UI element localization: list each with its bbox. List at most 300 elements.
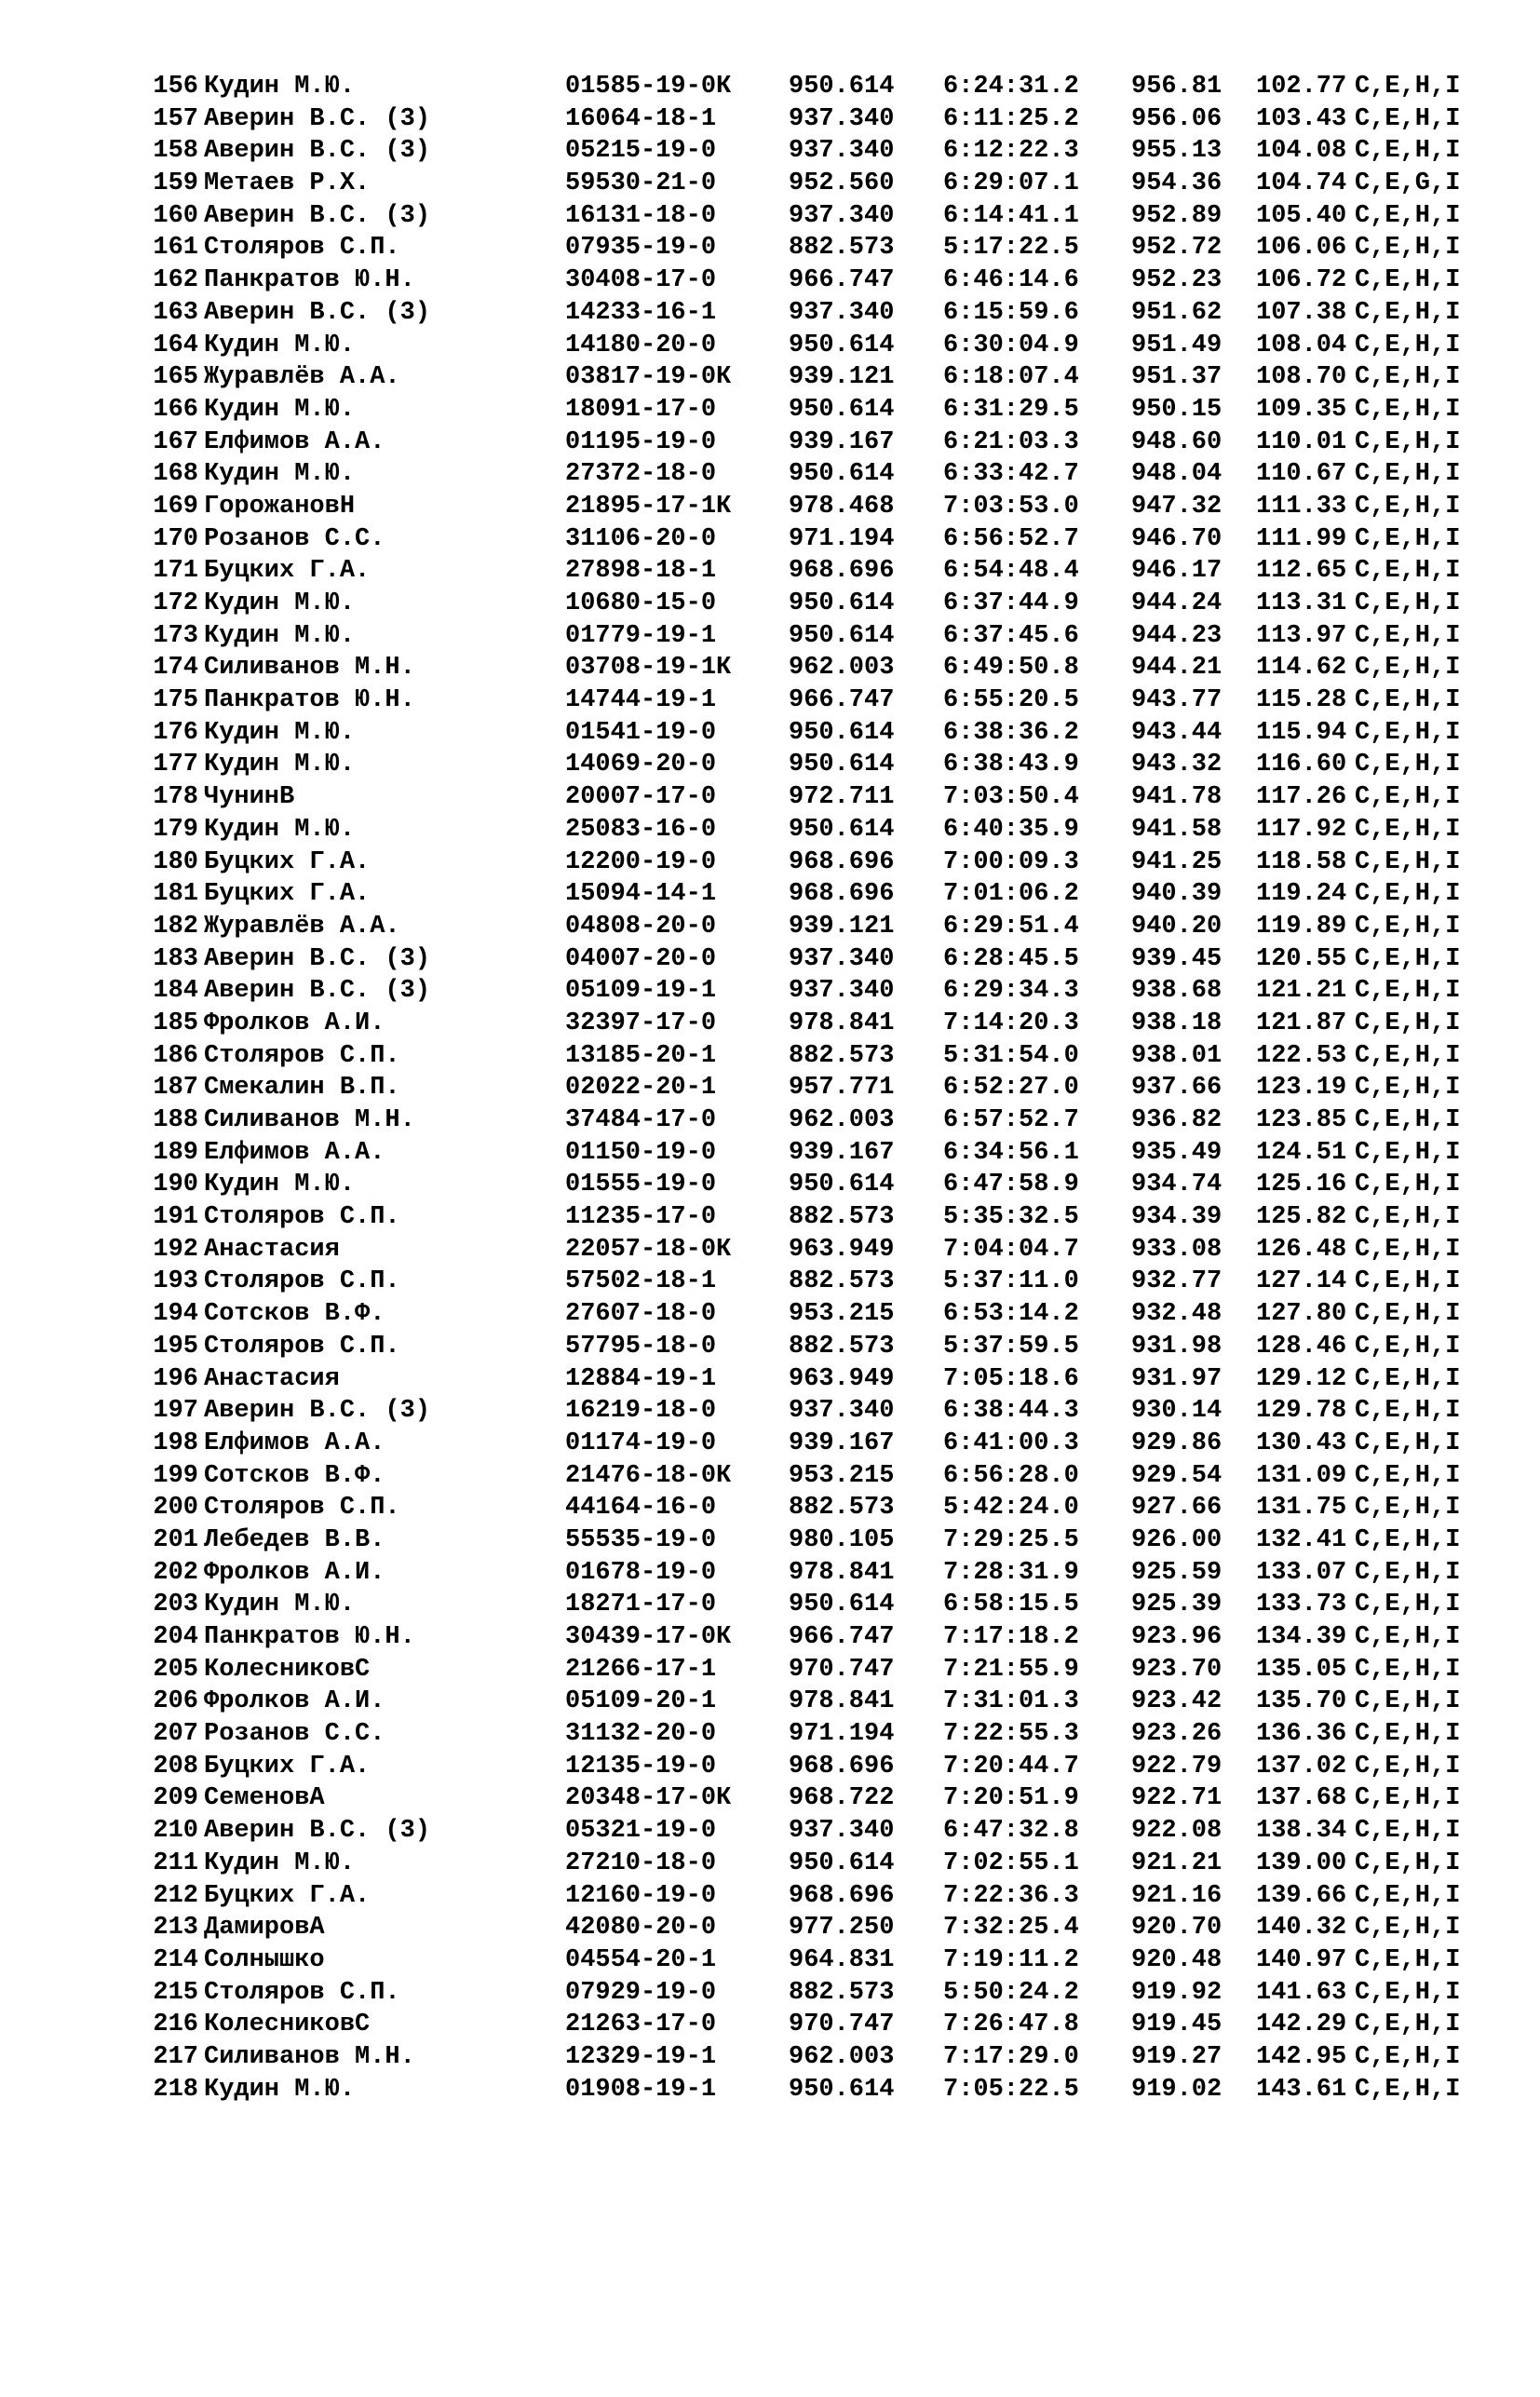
points-value: 133.73 [1256,1591,1347,1619]
distance-value: 950.614 [789,73,895,101]
row-number: 201 [153,1525,198,1554]
participant-name: Анастасия [204,1364,340,1393]
category-flags: C,E,H,I [1355,73,1461,101]
table-row [137,1944,1496,1977]
ring-code: 14744-19-1 [565,686,717,715]
ring-code: 01908-19-1 [565,2075,717,2104]
points-value: 134.39 [1256,1623,1347,1651]
distance-value: 963.949 [789,1364,895,1393]
participant-name: Аверин В.С. (3) [204,137,431,166]
category-flags: C,E,H,I [1355,1203,1461,1232]
table-row [137,878,1496,911]
distance-value: 882.573 [789,1041,895,1070]
table-row [137,361,1496,394]
participant-name: Столяров С.П. [204,1203,400,1232]
row-number: 189 [153,1138,198,1167]
row-number: 207 [153,1720,198,1749]
table-row [137,1880,1496,1913]
distance-value: 882.573 [789,1332,895,1361]
participant-name: Анастасия [204,1235,340,1264]
row-number: 177 [153,751,198,779]
flight-time: 7:03:50.4 [943,783,1079,812]
participant-name: Силиванов М.Н. [204,2042,415,2071]
points-value: 107.38 [1256,298,1347,327]
category-flags: C,E,H,I [1355,1267,1461,1296]
speed-value: 923.70 [1131,1655,1223,1684]
points-value: 117.92 [1256,815,1347,844]
row-number: 214 [153,1945,198,1974]
speed-value: 943.44 [1131,718,1223,747]
points-value: 137.02 [1256,1752,1347,1781]
points-value: 120.55 [1256,944,1347,973]
table-row [137,1912,1496,1944]
participant-name: СеменовА [204,1784,325,1813]
participant-name: Фролков А.И. [204,1009,385,1037]
speed-value: 919.27 [1131,2042,1223,2071]
distance-value: 939.167 [789,1429,895,1457]
flight-time: 7:20:44.7 [943,1752,1079,1781]
participant-name: Аверин В.С. (3) [204,944,431,973]
flight-time: 6:29:34.3 [943,977,1079,1006]
flight-time: 5:37:11.0 [943,1267,1079,1296]
table-row [137,1557,1496,1590]
distance-value: 966.747 [789,266,895,295]
row-number: 208 [153,1752,198,1781]
flight-time: 6:14:41.1 [943,201,1079,230]
ring-code: 18271-17-0 [565,1591,717,1619]
category-flags: C,E,H,I [1355,1429,1461,1457]
flight-time: 7:05:18.6 [943,1364,1079,1393]
category-flags: C,E,H,I [1355,1525,1461,1554]
points-value: 116.60 [1256,751,1347,779]
distance-value: 970.747 [789,2011,895,2039]
points-value: 119.89 [1256,912,1347,941]
participant-name: Фролков А.И. [204,1687,385,1716]
distance-value: 970.747 [789,1655,895,1684]
row-number: 164 [153,331,198,359]
flight-time: 7:02:55.1 [943,1849,1079,1877]
distance-value: 962.003 [789,1106,895,1134]
participant-name: Силиванов М.Н. [204,1106,415,1134]
speed-value: 952.89 [1131,201,1223,230]
speed-value: 941.25 [1131,847,1223,876]
participant-name: Кудин М.Ю. [204,589,356,617]
flight-time: 6:33:42.7 [943,460,1079,489]
speed-value: 923.96 [1131,1623,1223,1651]
participant-name: Кудин М.Ю. [204,460,356,489]
category-flags: C,E,H,I [1355,298,1461,327]
table-row [137,652,1496,684]
speed-value: 938.01 [1131,1041,1223,1070]
distance-value: 939.167 [789,1138,895,1167]
ring-code: 21895-17-1К [565,492,732,521]
points-value: 110.01 [1256,427,1347,456]
participant-name: Розанов С.С. [204,1720,385,1749]
ring-code: 21476-18-0К [565,1461,732,1490]
table-row [137,749,1496,781]
flight-time: 6:47:32.8 [943,1817,1079,1846]
points-value: 140.32 [1256,1914,1347,1943]
ring-code: 11235-17-0 [565,1203,717,1232]
points-value: 135.70 [1256,1687,1347,1716]
table-row [137,1201,1496,1234]
flight-time: 6:15:59.6 [943,298,1079,327]
flight-time: 7:17:29.0 [943,2042,1079,2071]
participant-name: Розанов С.С. [204,524,385,553]
row-number: 206 [153,1687,198,1716]
speed-value: 929.86 [1131,1429,1223,1457]
distance-value: 953.215 [789,1461,895,1490]
flight-time: 5:35:32.5 [943,1203,1079,1232]
speed-value: 936.82 [1131,1106,1223,1134]
ring-code: 27372-18-0 [565,460,717,489]
distance-value: 937.340 [789,977,895,1006]
points-value: 139.00 [1256,1849,1347,1877]
participant-name: Столяров С.П. [204,1332,400,1361]
distance-value: 980.105 [789,1525,895,1554]
participant-name: Панкратов Ю.Н. [204,1623,415,1651]
speed-value: 934.39 [1131,1203,1223,1232]
category-flags: C,E,H,I [1355,1849,1461,1877]
row-number: 192 [153,1235,198,1264]
flight-time: 7:21:55.9 [943,1655,1079,1684]
distance-value: 937.340 [789,1397,895,1426]
speed-value: 951.37 [1131,363,1223,392]
participant-name: Сотсков В.Ф. [204,1300,385,1329]
ring-code: 20348-17-0К [565,1784,732,1813]
ring-code: 16064-18-1 [565,104,717,133]
ring-code: 16219-18-0 [565,1397,717,1426]
ring-code: 04554-20-1 [565,1945,717,1974]
speed-value: 946.17 [1131,557,1223,586]
flight-time: 7:29:25.5 [943,1525,1079,1554]
distance-value: 968.696 [789,847,895,876]
flight-time: 7:22:55.3 [943,1720,1079,1749]
row-number: 156 [153,73,198,101]
participant-name: Журавлёв А.А. [204,363,400,392]
participant-name: КолесниковС [204,1655,371,1684]
participant-name: ГорожановН [204,492,356,521]
row-number: 198 [153,1429,198,1457]
ring-code: 01195-19-0 [565,427,717,456]
participant-name: Панкратов Ю.Н. [204,686,415,715]
speed-value: 950.15 [1131,395,1223,424]
ring-code: 27607-18-0 [565,1300,717,1329]
table-row [137,555,1496,588]
category-flags: C,E,H,I [1355,2011,1461,2039]
distance-value: 971.194 [789,524,895,553]
distance-value: 968.696 [789,1881,895,1910]
table-row [137,394,1496,427]
distance-value: 968.696 [789,557,895,586]
category-flags: C,E,H,I [1355,686,1461,715]
participant-name: Столяров С.П. [204,1267,400,1296]
speed-value: 944.24 [1131,589,1223,617]
flight-time: 5:50:24.2 [943,1978,1079,2007]
distance-value: 957.771 [789,1074,895,1103]
table-row [137,1654,1496,1686]
points-value: 143.61 [1256,2075,1347,2104]
participant-name: Кудин М.Ю. [204,718,356,747]
flight-time: 6:12:22.3 [943,137,1079,166]
points-value: 142.29 [1256,2011,1347,2039]
row-number: 213 [153,1914,198,1943]
ring-code: 01678-19-0 [565,1558,717,1587]
row-number: 188 [153,1106,198,1134]
table-row [137,491,1496,523]
row-number: 216 [153,2011,198,2039]
category-flags: C,E,H,I [1355,751,1461,779]
row-number: 159 [153,169,198,198]
category-flags: C,E,H,I [1355,1235,1461,1264]
points-value: 130.43 [1256,1429,1347,1457]
participant-name: Кудин М.Ю. [204,1849,356,1877]
points-value: 111.99 [1256,524,1347,553]
flight-time: 6:57:52.7 [943,1106,1079,1134]
points-value: 137.68 [1256,1784,1347,1813]
distance-value: 882.573 [789,1203,895,1232]
category-flags: C,E,H,I [1355,1461,1461,1490]
ring-code: 13185-20-1 [565,1041,717,1070]
row-number: 194 [153,1300,198,1329]
points-value: 129.12 [1256,1364,1347,1393]
category-flags: C,E,H,I [1355,589,1461,617]
row-number: 199 [153,1461,198,1490]
ring-code: 20007-17-0 [565,783,717,812]
distance-value: 937.340 [789,137,895,166]
row-number: 184 [153,977,198,1006]
distance-value: 962.003 [789,654,895,683]
row-number: 180 [153,847,198,876]
ring-code: 01541-19-0 [565,718,717,747]
table-row [137,1072,1496,1104]
category-flags: C,E,H,I [1355,1494,1461,1523]
points-value: 114.62 [1256,654,1347,683]
speed-value: 951.49 [1131,331,1223,359]
table-row [137,1298,1496,1331]
table-row [137,330,1496,362]
category-flags: C,E,H,I [1355,1171,1461,1199]
flight-time: 6:53:14.2 [943,1300,1079,1329]
distance-value: 977.250 [789,1914,895,1943]
category-flags: C,E,H,I [1355,1364,1461,1393]
flight-time: 6:40:35.9 [943,815,1079,844]
row-number: 162 [153,266,198,295]
ring-code: 01555-19-0 [565,1171,717,1199]
table-row [137,200,1496,233]
distance-value: 950.614 [789,395,895,424]
distance-value: 939.121 [789,912,895,941]
table-row [137,427,1496,459]
table-row [137,1040,1496,1073]
ring-code: 22057-18-0К [565,1235,732,1264]
ring-code: 21266-17-1 [565,1655,717,1684]
table-row [137,620,1496,653]
distance-value: 950.614 [789,621,895,650]
flight-time: 6:49:50.8 [943,654,1079,683]
category-flags: C,E,H,I [1355,1720,1461,1749]
table-row [137,1331,1496,1363]
participant-name: Кудин М.Ю. [204,621,356,650]
distance-value: 937.340 [789,1817,895,1846]
ring-code: 44164-16-0 [565,1494,717,1523]
ring-code: 01779-19-1 [565,621,717,650]
row-number: 186 [153,1041,198,1070]
row-number: 195 [153,1332,198,1361]
category-flags: C,E,H,I [1355,880,1461,909]
category-flags: C,E,H,I [1355,363,1461,392]
table-row [137,1428,1496,1460]
flight-time: 6:21:03.3 [943,427,1079,456]
participant-name: Панкратов Ю.Н. [204,266,415,295]
row-number: 215 [153,1978,198,2007]
category-flags: C,E,H,I [1355,557,1461,586]
table-row [137,1848,1496,1880]
participant-name: Журавлёв А.А. [204,912,400,941]
table-row [137,264,1496,297]
ring-code: 30408-17-0 [565,266,717,295]
distance-value: 882.573 [789,1267,895,1296]
speed-value: 919.02 [1131,2075,1223,2104]
category-flags: C,E,H,I [1355,912,1461,941]
flight-time: 5:42:24.0 [943,1494,1079,1523]
ring-code: 31106-20-0 [565,524,717,553]
table-row [137,717,1496,750]
ring-code: 37484-17-0 [565,1106,717,1134]
points-value: 113.31 [1256,589,1347,617]
row-number: 190 [153,1171,198,1199]
speed-value: 940.39 [1131,880,1223,909]
ring-code: 31132-20-0 [565,1720,717,1749]
table-row [137,1104,1496,1137]
ring-code: 05109-20-1 [565,1687,717,1716]
row-number: 205 [153,1655,198,1684]
ring-code: 07935-19-0 [565,234,717,263]
row-number: 167 [153,427,198,456]
category-flags: C,E,H,I [1355,1752,1461,1781]
flight-time: 6:30:04.9 [943,331,1079,359]
participant-name: Буцких Г.А. [204,557,371,586]
participant-name: Елфимов А.А. [204,1429,385,1457]
row-number: 212 [153,1881,198,1910]
category-flags: C,E,H,I [1355,331,1461,359]
table-row [137,814,1496,846]
participant-name: Елфимов А.А. [204,1138,385,1167]
category-flags: C,E,H,I [1355,1397,1461,1426]
row-number: 193 [153,1267,198,1296]
row-number: 178 [153,783,198,812]
ring-code: 12160-19-0 [565,1881,717,1910]
points-value: 104.74 [1256,169,1347,198]
speed-value: 944.21 [1131,654,1223,683]
category-flags: C,E,H,I [1355,1945,1461,1974]
speed-value: 925.59 [1131,1558,1223,1587]
participant-name: Аверин В.С. (3) [204,1817,431,1846]
category-flags: C,E,H,I [1355,1300,1461,1329]
flight-time: 7:22:36.3 [943,1881,1079,1910]
category-flags: C,E,H,I [1355,1978,1461,2007]
ring-code: 16131-18-0 [565,201,717,230]
flight-time: 7:04:04.7 [943,1235,1079,1264]
points-value: 133.07 [1256,1558,1347,1587]
participant-name: ДамировА [204,1914,325,1943]
category-flags: C,E,H,I [1355,1138,1461,1167]
points-value: 127.14 [1256,1267,1347,1296]
points-value: 126.48 [1256,1235,1347,1264]
speed-value: 930.14 [1131,1397,1223,1426]
speed-value: 934.74 [1131,1171,1223,1199]
speed-value: 925.39 [1131,1591,1223,1619]
row-number: 176 [153,718,198,747]
row-number: 166 [153,395,198,424]
flight-time: 6:52:27.0 [943,1074,1079,1103]
distance-value: 950.614 [789,751,895,779]
participant-name: Аверин В.С. (3) [204,104,431,133]
ring-code: 14069-20-0 [565,751,717,779]
flight-time: 7:32:25.4 [943,1914,1079,1943]
speed-value: 938.68 [1131,977,1223,1006]
flight-time: 7:01:06.2 [943,880,1079,909]
table-row [137,458,1496,491]
ring-code: 02022-20-1 [565,1074,717,1103]
participant-name: Буцких Г.А. [204,880,371,909]
participant-name: Кудин М.Ю. [204,1591,356,1619]
distance-value: 950.614 [789,1849,895,1877]
category-flags: C,E,H,I [1355,492,1461,521]
points-value: 125.82 [1256,1203,1347,1232]
points-value: 121.87 [1256,1009,1347,1037]
ring-code: 04808-20-0 [565,912,717,941]
row-number: 170 [153,524,198,553]
row-number: 174 [153,654,198,683]
ring-code: 12884-19-1 [565,1364,717,1393]
table-row [137,1266,1496,1298]
category-flags: C,E,H,I [1355,1332,1461,1361]
distance-value: 950.614 [789,331,895,359]
participant-name: Метаев Р.Х. [204,169,371,198]
speed-value: 921.16 [1131,1881,1223,1910]
distance-value: 968.696 [789,1752,895,1781]
flight-time: 6:55:20.5 [943,686,1079,715]
row-number: 183 [153,944,198,973]
ring-code: 05215-19-0 [565,137,717,166]
distance-value: 952.560 [789,169,895,198]
flight-time: 6:37:45.6 [943,621,1079,650]
row-number: 161 [153,234,198,263]
ring-code: 15094-14-1 [565,880,717,909]
category-flags: C,E,H,I [1355,234,1461,263]
distance-value: 950.614 [789,815,895,844]
table-row [137,1815,1496,1848]
points-value: 135.05 [1256,1655,1347,1684]
flight-time: 6:47:58.9 [943,1171,1079,1199]
participant-name: Кудин М.Ю. [204,73,356,101]
speed-value: 952.72 [1131,234,1223,263]
speed-value: 932.77 [1131,1267,1223,1296]
distance-value: 937.340 [789,104,895,133]
participant-name: Буцких Г.А. [204,1881,371,1910]
speed-value: 923.26 [1131,1720,1223,1749]
speed-value: 932.48 [1131,1300,1223,1329]
distance-value: 953.215 [789,1300,895,1329]
ring-code: 59530-21-0 [565,169,717,198]
participant-name: Кудин М.Ю. [204,2075,356,2104]
speed-value: 948.04 [1131,460,1223,489]
row-number: 173 [153,621,198,650]
points-value: 108.70 [1256,363,1347,392]
row-number: 203 [153,1591,198,1619]
flight-time: 7:03:53.0 [943,492,1079,521]
